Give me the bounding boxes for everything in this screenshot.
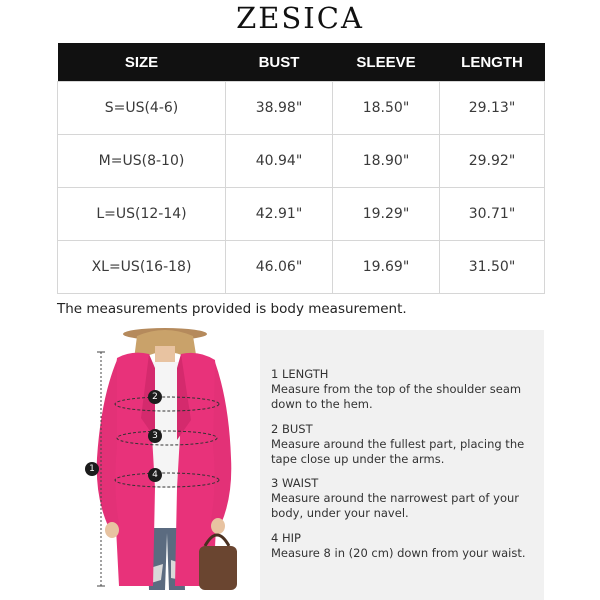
guide-title: 4 HIP bbox=[271, 531, 301, 545]
column-header-length: LENGTH bbox=[440, 43, 545, 82]
cell-bust: 40.94" bbox=[226, 135, 333, 188]
guide-item-waist bbox=[271, 476, 536, 521]
model-photo bbox=[57, 328, 260, 600]
cell-size: M=US(8-10) bbox=[58, 135, 226, 188]
measurement-note: The measurements provided is body measurement. bbox=[57, 301, 407, 317]
guide-title: 1 LENGTH bbox=[271, 367, 329, 381]
cell-size: XL=US(16-18) bbox=[58, 241, 226, 294]
cell-sleeve: 19.29" bbox=[333, 188, 440, 241]
cell-bust: 38.98" bbox=[226, 82, 333, 135]
marker-3-label: 3 bbox=[152, 431, 158, 441]
column-header-sleeve: SLEEVE bbox=[333, 43, 440, 82]
measurement-guide-panel bbox=[260, 330, 544, 600]
cell-length: 30.71" bbox=[440, 188, 545, 241]
cell-size: S=US(4-6) bbox=[58, 82, 226, 135]
guide-description: Measure 8 in (20 cm) down from your waist. bbox=[271, 546, 526, 560]
marker-2-label: 2 bbox=[152, 392, 158, 402]
marker-1-length bbox=[85, 462, 99, 476]
guide-item-hip bbox=[271, 531, 536, 561]
cell-length: 29.92" bbox=[440, 135, 545, 188]
column-header-bust: BUST bbox=[226, 43, 333, 82]
guide-description: Measure from the top of the shoulder seam down to the hem. bbox=[271, 382, 522, 411]
marker-2-bust bbox=[148, 390, 162, 404]
table-header-row bbox=[58, 43, 545, 82]
column-header-size: SIZE bbox=[58, 43, 226, 82]
cell-bust: 42.91" bbox=[226, 188, 333, 241]
guide-title: 2 BUST bbox=[271, 422, 313, 436]
cell-bust: 46.06" bbox=[226, 241, 333, 294]
brand-logo: ZESICA bbox=[236, 1, 364, 35]
table-row bbox=[58, 135, 545, 188]
guide-item-length bbox=[271, 367, 536, 412]
guide-description: Measure around the narrowest part of your body, under your navel. bbox=[271, 491, 519, 520]
marker-4-label: 4 bbox=[152, 470, 158, 480]
cell-length: 31.50" bbox=[440, 241, 545, 294]
marker-3-waist bbox=[148, 429, 162, 443]
table-row bbox=[58, 188, 545, 241]
cell-sleeve: 18.90" bbox=[333, 135, 440, 188]
marker-1-label: 1 bbox=[89, 464, 95, 474]
cell-sleeve: 18.50" bbox=[333, 82, 440, 135]
cell-size: L=US(12-14) bbox=[58, 188, 226, 241]
marker-4-hip bbox=[148, 468, 162, 482]
table-row bbox=[58, 82, 545, 135]
guide-title: 3 WAIST bbox=[271, 476, 319, 490]
cell-length: 29.13" bbox=[440, 82, 545, 135]
guide-description: Measure around the fullest part, placing the tape close up under the arms. bbox=[271, 437, 525, 466]
guide-item-bust bbox=[271, 422, 536, 467]
table-row bbox=[58, 241, 545, 294]
cell-sleeve: 19.69" bbox=[333, 241, 440, 294]
size-chart-table bbox=[57, 43, 545, 294]
